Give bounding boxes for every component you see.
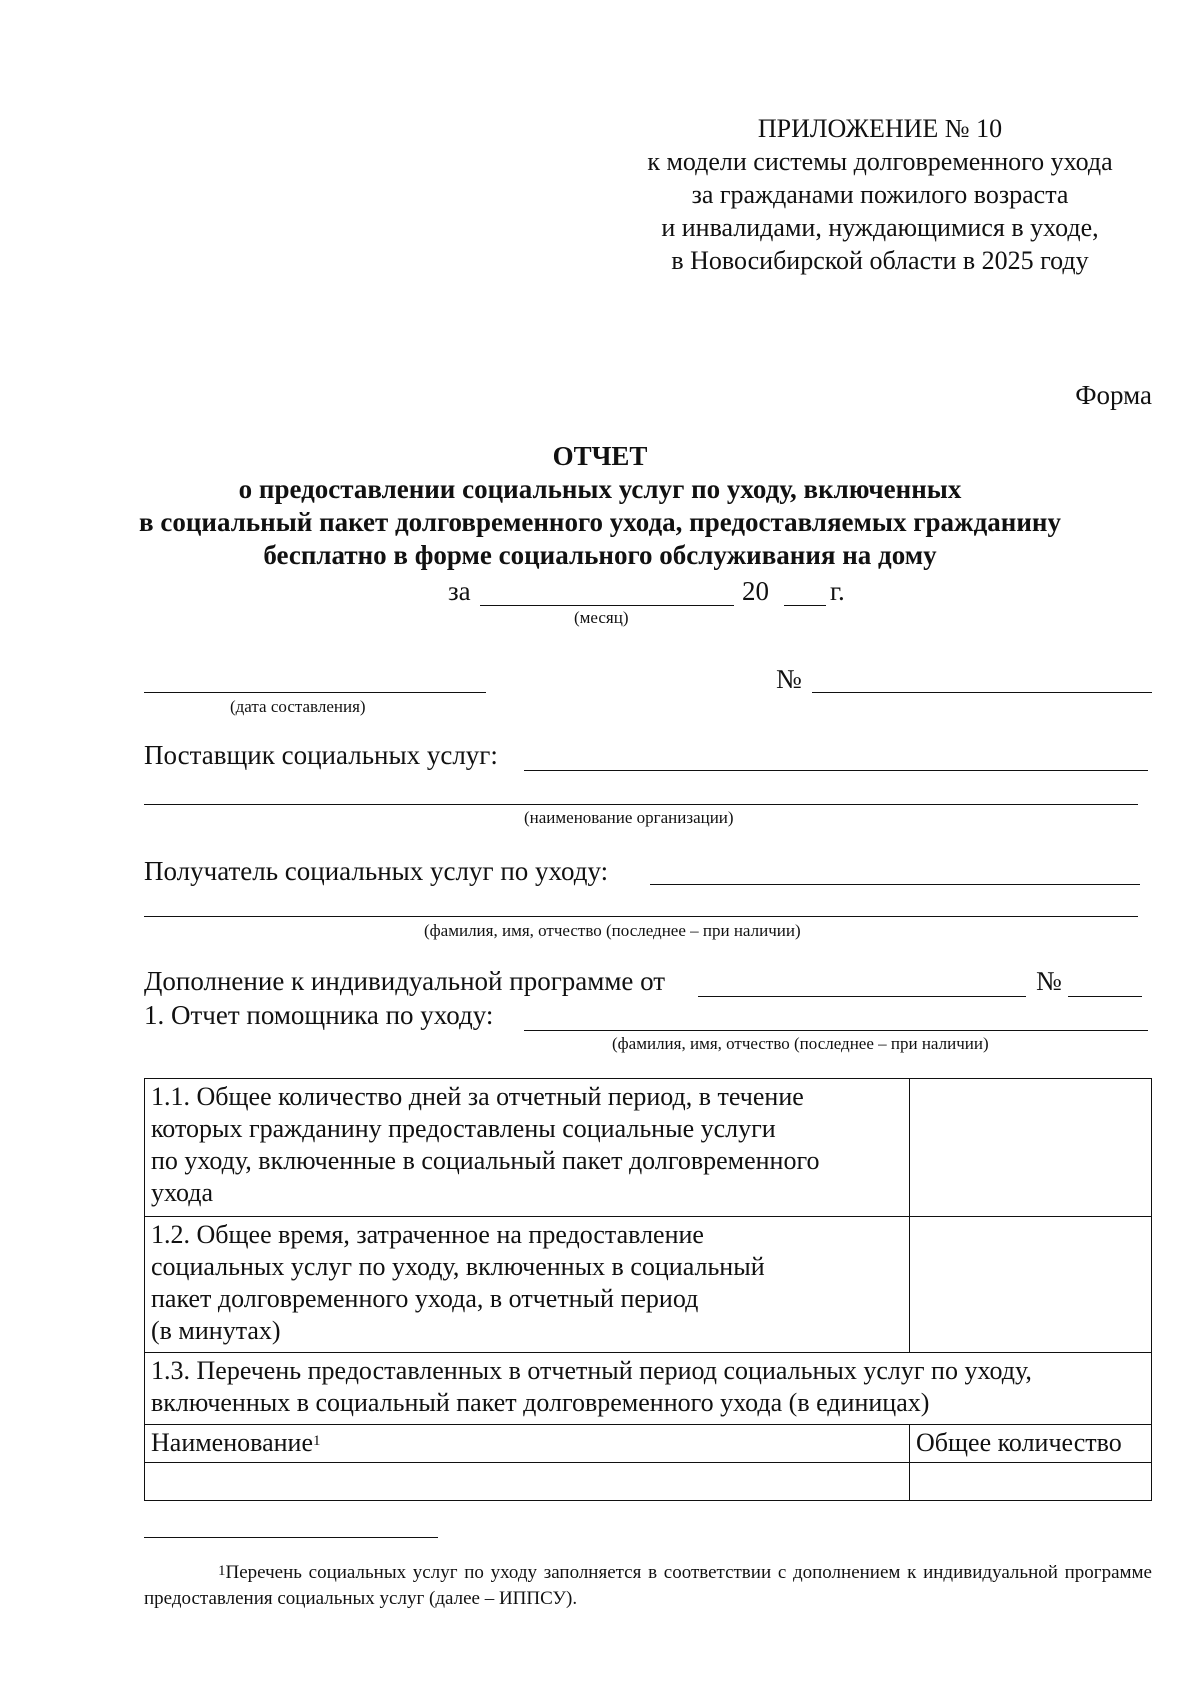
footnote-text: Перечень социальных услуг по уходу заполняется в соответствии с дополнением к индивидуальной программе предоставления социальных услуг (далее – ИППСУ). xyxy=(144,1562,1152,1609)
recipient-field-line2[interactable] xyxy=(144,916,1138,917)
row-1-2-value[interactable] xyxy=(910,1217,1152,1353)
service-name-cell[interactable] xyxy=(145,1463,910,1501)
recipient-label: Получатель социальных услуг по уходу: xyxy=(144,856,609,886)
cell-line: социальных услуг по уходу, включенных в социальный xyxy=(151,1252,765,1281)
supplement-number-sign: № xyxy=(1036,966,1062,996)
year-suffix: г. xyxy=(830,576,845,606)
year-field[interactable] xyxy=(784,605,826,606)
appendix-line: ПРИЛОЖЕНИЕ № 10 xyxy=(757,114,1003,143)
provider-caption: (наименование организации) xyxy=(524,808,734,827)
row-1-3-label xyxy=(145,1353,1152,1425)
report-title-line: о предоставлении социальных услуг по уходу, включенных xyxy=(238,474,962,504)
cell-line: (в минутах) xyxy=(151,1316,281,1345)
report-title-line: в социальный пакет долговременного ухода, предоставляемых гражданину xyxy=(139,507,1061,537)
footnote-mark: 1 xyxy=(218,1563,226,1579)
month-field[interactable] xyxy=(480,605,734,606)
appendix-line: в Новосибирской области в 2025 году xyxy=(671,246,1089,275)
table-row xyxy=(145,1353,1152,1425)
report-title-main: ОТЧЕТ xyxy=(552,441,648,471)
cell-line: которых гражданину предоставлены социальные услуги xyxy=(151,1114,776,1143)
appendix-line: к модели системы долговременного ухода xyxy=(647,147,1113,176)
form-label: Форма xyxy=(1075,380,1152,410)
supplement-number-field[interactable] xyxy=(1068,996,1142,997)
cell-line: по уходу, включенные в социальный пакет долговременного xyxy=(151,1146,820,1175)
table-row xyxy=(145,1079,1152,1217)
row-1-1-label xyxy=(145,1079,910,1217)
table-row xyxy=(145,1425,1152,1463)
date-caption: (дата составления) xyxy=(230,697,366,716)
col-name-label: Наименование xyxy=(151,1428,313,1457)
col-name-header xyxy=(145,1425,910,1463)
supplement-label: Дополнение к индивидуальной программе от xyxy=(144,966,666,996)
document-number-field[interactable] xyxy=(812,692,1152,693)
appendix-line: и инвалидами, нуждающимися в уходе, xyxy=(661,213,1099,242)
provider-field[interactable] xyxy=(524,770,1148,771)
row-1-1-value[interactable] xyxy=(910,1079,1152,1217)
col-total-header xyxy=(910,1425,1152,1463)
period-prefix: за xyxy=(448,576,471,606)
service-total-cell[interactable] xyxy=(910,1463,1152,1501)
recipient-field[interactable] xyxy=(650,884,1140,885)
provider-field-line2[interactable] xyxy=(144,804,1138,805)
cell-line: 1.1. Общее количество дней за отчетный период, в течение xyxy=(151,1082,804,1111)
report-title xyxy=(0,440,1200,572)
cell-line: пакет долговременного ухода, в отчетный период xyxy=(151,1284,699,1313)
footnote-ref: 1 xyxy=(312,1433,321,1449)
assistant-field[interactable] xyxy=(524,1030,1148,1031)
recipient-caption: (фамилия, имя, отчество (последнее – при наличии) xyxy=(424,921,801,940)
table-row xyxy=(145,1463,1152,1501)
cell-line: включенных в социальный пакет долговременного ухода (в единицах) xyxy=(151,1388,930,1417)
cell-line: 1.3. Перечень предоставленных в отчетный период социальных услуг по уходу, xyxy=(151,1356,1032,1385)
supplement-date-field[interactable] xyxy=(698,996,1026,997)
row-1-2-label xyxy=(145,1217,910,1353)
appendix-header xyxy=(560,112,1200,277)
report-title-line: бесплатно в форме социального обслуживания на дому xyxy=(263,540,937,570)
number-sign: № xyxy=(776,664,802,694)
table-row xyxy=(145,1217,1152,1353)
appendix-line: за гражданами пожилого возраста xyxy=(691,180,1069,209)
footnote-separator xyxy=(144,1537,438,1538)
year-prefix: 20 xyxy=(742,576,769,606)
col-total-label: Общее количество xyxy=(916,1428,1122,1457)
provider-label: Поставщик социальных услуг: xyxy=(144,740,498,770)
footnote xyxy=(144,1560,1152,1612)
assistant-caption: (фамилия, имя, отчество (последнее – при наличии) xyxy=(612,1034,989,1053)
month-caption: (месяц) xyxy=(574,608,629,627)
date-field[interactable] xyxy=(144,692,486,693)
report-table xyxy=(144,1078,1152,1501)
cell-line: ухода xyxy=(151,1178,214,1207)
assistant-label: 1. Отчет помощника по уходу: xyxy=(144,1000,494,1030)
cell-line: 1.2. Общее время, затраченное на предоставление xyxy=(151,1220,704,1249)
